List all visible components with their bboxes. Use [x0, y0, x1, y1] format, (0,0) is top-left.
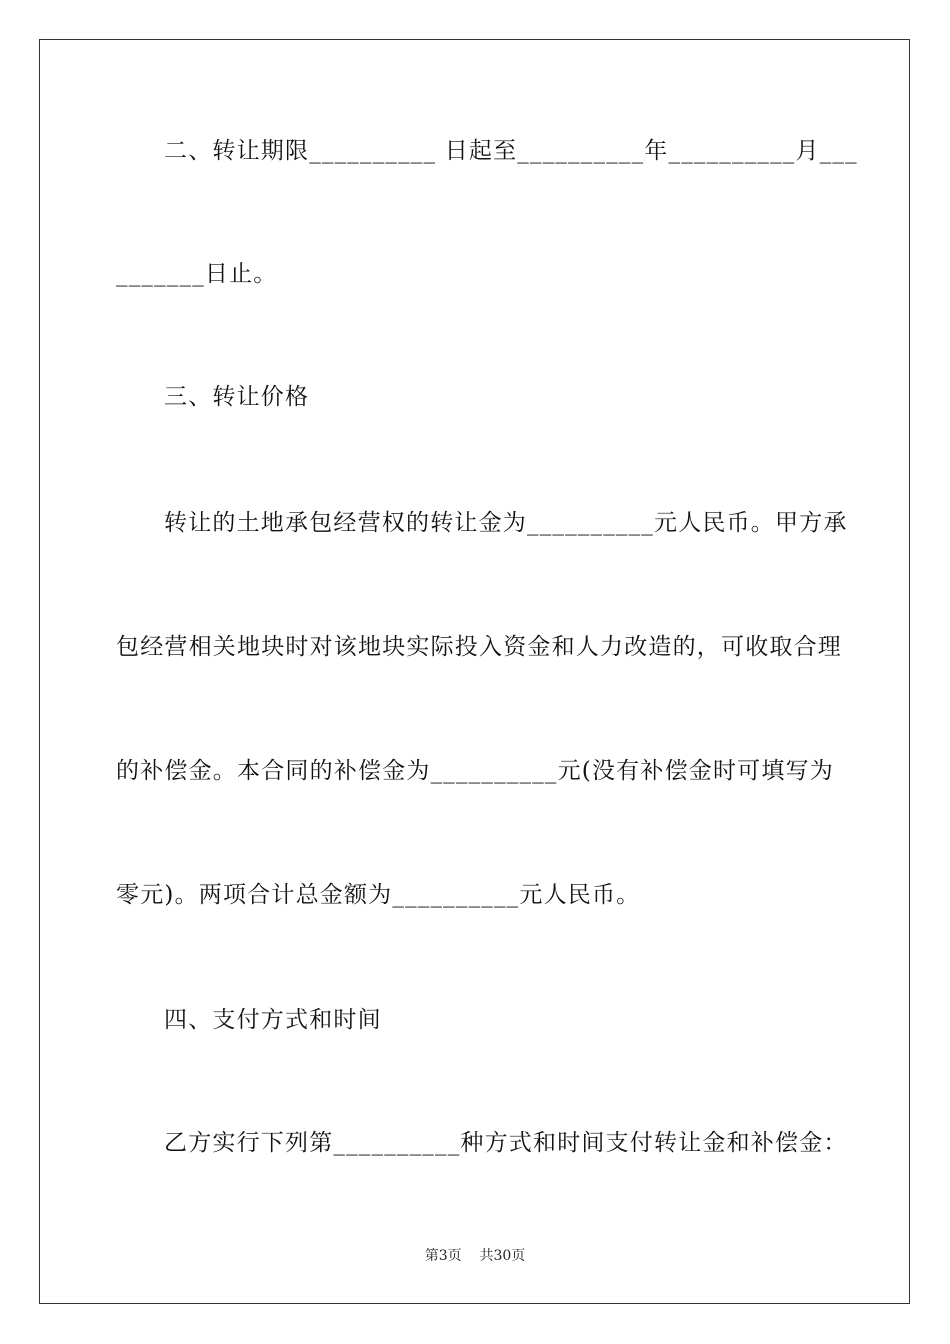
clause-3-heading: 三、转让价格	[164, 384, 310, 410]
clause-4-body-line-1: 乙方实行下列第__________种方式和时间支付转让金和补偿金：	[164, 1130, 848, 1156]
clause-3-body-line-3: 的补偿金。本合同的补偿金为__________元(没有补偿金时可填写为	[116, 758, 834, 784]
page-border	[39, 39, 910, 1304]
clause-2-term-line-2: _______日止。	[116, 261, 278, 287]
clause-4-heading: 四、支付方式和时间	[164, 1007, 382, 1033]
page-number-footer: 第3页 共30页	[424, 1248, 526, 1264]
clause-3-body-line-1: 转让的土地承包经营权的转让金为__________元人民币。甲方承	[164, 510, 848, 536]
clause-3-body-line-2: 包经营相关地块时对该地块实际投入资金和人力改造的，可收取合理	[116, 634, 842, 660]
clause-2-term-line-1: 二、转让期限__________ 日起至__________年__________月___	[164, 138, 858, 164]
clause-3-body-line-4: 零元)。两项合计总金额为__________元人民币。	[116, 882, 641, 908]
